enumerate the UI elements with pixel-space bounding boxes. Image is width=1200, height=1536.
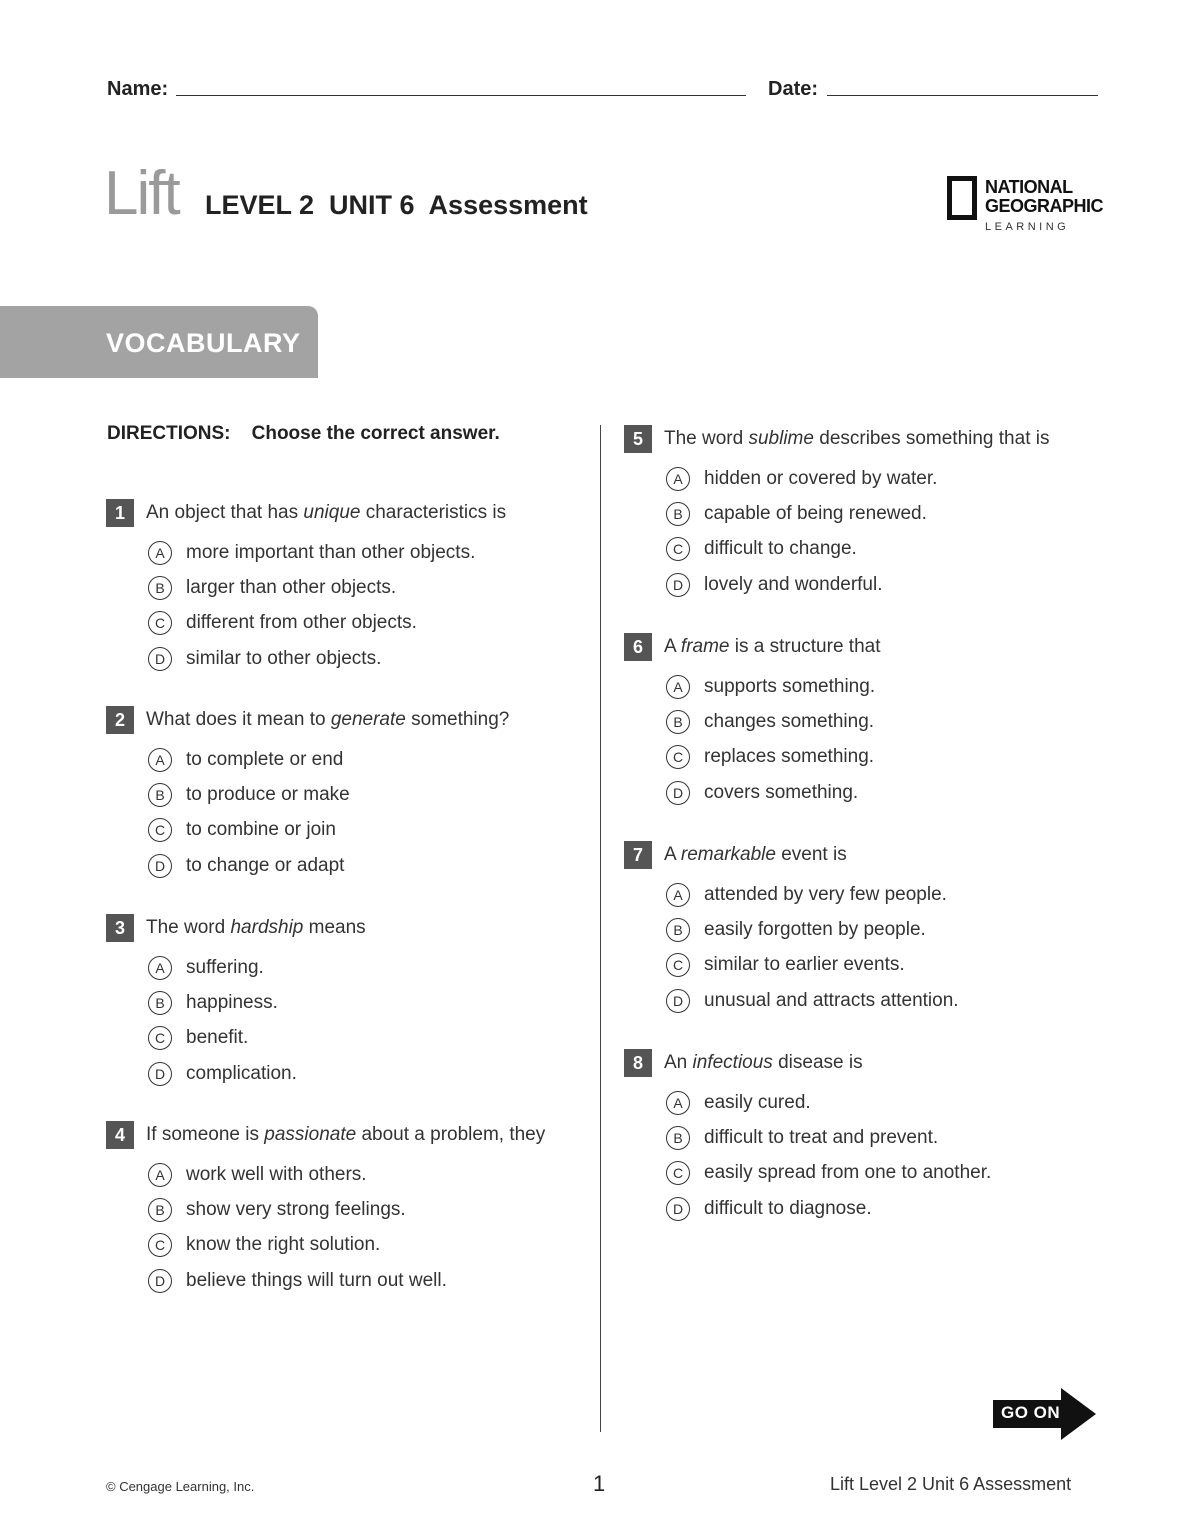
question-text — [146, 1124, 545, 1146]
question-number: 4 — [106, 1121, 134, 1149]
answer-option-b[interactable] — [666, 912, 1094, 947]
answer-option-a[interactable] — [148, 742, 576, 777]
answer-bubble[interactable]: C — [148, 1026, 172, 1050]
answer-text: unusual and attracts attention. — [704, 989, 959, 1011]
column-divider — [600, 425, 601, 1432]
answer-text: difficult to change. — [704, 538, 857, 560]
answer-bubble[interactable]: B — [666, 710, 690, 734]
answer-bubble[interactable]: D — [148, 647, 172, 671]
question-prefix: If someone is — [146, 1124, 265, 1145]
question-stem — [106, 914, 576, 942]
logo-line-3: LEARNING — [985, 221, 1070, 233]
section-title: VOCABULARY — [106, 328, 301, 358]
answer-options — [624, 1085, 1094, 1226]
answer-option-a[interactable] — [666, 1085, 1094, 1120]
answer-bubble[interactable]: B — [148, 1198, 172, 1222]
question-4 — [106, 1121, 576, 1298]
answer-option-a[interactable] — [148, 950, 576, 985]
question-stem — [106, 706, 576, 734]
answer-bubble[interactable]: D — [666, 1197, 690, 1221]
answer-text: supports something. — [704, 675, 876, 697]
answer-option-d[interactable] — [148, 848, 576, 883]
answer-option-d[interactable] — [666, 775, 1094, 810]
vocabulary-term: sublime — [748, 428, 814, 449]
answer-text: covers something. — [704, 781, 859, 803]
question-number: 6 — [624, 633, 652, 661]
answer-bubble[interactable]: C — [666, 953, 690, 977]
question-number: 1 — [106, 499, 134, 527]
answer-bubble[interactable]: D — [666, 781, 690, 805]
question-suffix: disease is — [772, 1052, 863, 1073]
vocabulary-term: remarkable — [680, 844, 776, 865]
answer-text: work well with others. — [186, 1163, 367, 1185]
question-stem — [106, 1121, 576, 1149]
answer-text: easily cured. — [704, 1091, 811, 1113]
answer-bubble[interactable]: C — [666, 537, 690, 561]
answer-options — [624, 877, 1094, 1018]
question-8 — [624, 1049, 1094, 1226]
answer-bubble[interactable]: C — [148, 1233, 172, 1257]
answer-option-c[interactable] — [666, 948, 1094, 983]
answer-bubble[interactable]: B — [148, 991, 172, 1015]
go-on-label: GO ON — [1001, 1403, 1061, 1422]
name-label: Name: — [107, 78, 169, 100]
answer-text: different from other objects. — [186, 612, 417, 634]
question-stem — [624, 633, 1094, 661]
answer-text: similar to other objects. — [186, 647, 382, 669]
answer-text: attended by very few people. — [704, 883, 947, 905]
answer-options — [624, 461, 1094, 602]
answer-option-c[interactable] — [666, 1156, 1094, 1191]
answer-text: lovely and wonderful. — [704, 573, 883, 595]
logo-line-1: NATIONAL — [985, 177, 1073, 197]
question-stem — [624, 841, 1094, 869]
question-number: 2 — [106, 706, 134, 734]
answer-option-b[interactable] — [148, 1192, 576, 1227]
question-number: 7 — [624, 841, 652, 869]
answer-text: more important than other objects. — [186, 541, 476, 563]
vocabulary-term: frame — [680, 636, 730, 657]
question-3 — [106, 914, 576, 1091]
question-stem — [106, 499, 576, 527]
answer-bubble[interactable]: B — [148, 783, 172, 807]
answer-bubble[interactable]: A — [666, 883, 690, 907]
answer-option-d[interactable] — [148, 641, 576, 676]
answer-bubble[interactable]: A — [148, 541, 172, 565]
answer-option-c[interactable] — [148, 813, 576, 848]
date-field[interactable] — [827, 95, 1098, 96]
answer-text: complication. — [186, 1062, 297, 1084]
question-suffix: characteristics is — [360, 502, 507, 523]
answer-text: difficult to treat and prevent. — [704, 1126, 939, 1148]
lift-brand: Lift — [104, 159, 179, 228]
directions-text: Choose the correct answer. — [251, 423, 500, 444]
answer-bubble[interactable]: B — [148, 576, 172, 600]
answer-option-b[interactable] — [666, 704, 1094, 739]
question-text — [664, 636, 881, 658]
vocabulary-term: infectious — [692, 1052, 773, 1073]
answer-bubble[interactable]: D — [666, 989, 690, 1013]
answer-option-b[interactable] — [148, 570, 576, 605]
answer-bubble[interactable]: C — [666, 1161, 690, 1185]
answer-text: replaces something. — [704, 746, 875, 768]
answer-bubble[interactable]: B — [666, 1126, 690, 1150]
page-title: LEVEL 2 UNIT 6 Assessment — [205, 190, 588, 220]
answer-options — [106, 742, 576, 883]
question-text — [146, 917, 366, 939]
question-6 — [624, 633, 1094, 810]
answer-text: easily forgotten by people. — [704, 918, 926, 940]
answer-option-b[interactable] — [666, 496, 1094, 531]
footer-title: Lift Level 2 Unit 6 Assessment — [830, 1474, 1072, 1494]
directions-label: DIRECTIONS: — [107, 423, 231, 444]
answer-bubble[interactable]: A — [148, 1163, 172, 1187]
vocabulary-term: hardship — [230, 917, 304, 938]
answer-bubble[interactable]: A — [666, 1091, 690, 1115]
answer-option-a[interactable] — [666, 669, 1094, 704]
question-text — [664, 428, 1049, 450]
answer-option-d[interactable] — [148, 1263, 576, 1298]
answer-text: difficult to diagnose. — [704, 1197, 872, 1219]
question-2 — [106, 706, 576, 883]
answer-option-b[interactable] — [666, 1120, 1094, 1155]
question-prefix: An — [664, 1052, 693, 1073]
directions — [107, 423, 500, 445]
answer-text: to change or adapt — [186, 854, 345, 876]
question-text — [146, 709, 509, 731]
date-label: Date: — [768, 78, 819, 100]
question-7 — [624, 841, 1094, 1018]
answer-option-a[interactable] — [666, 877, 1094, 912]
go-on-arrow — [993, 1388, 1096, 1440]
answer-bubble[interactable]: D — [666, 573, 690, 597]
question-stem — [624, 1049, 1094, 1077]
answer-option-b[interactable] — [148, 985, 576, 1020]
question-prefix: An object that has — [146, 502, 304, 523]
answer-bubble[interactable]: D — [148, 1062, 172, 1086]
question-stem — [624, 425, 1094, 453]
answer-bubble[interactable]: C — [666, 745, 690, 769]
question-number: 3 — [106, 914, 134, 942]
question-suffix: describes something that is — [813, 428, 1050, 449]
name-field[interactable] — [176, 95, 746, 96]
section-tab — [0, 306, 318, 378]
vocabulary-term: passionate — [264, 1124, 357, 1145]
answer-text: capable of being renewed. — [704, 502, 927, 524]
question-prefix: The word — [664, 428, 749, 449]
answer-bubble[interactable]: A — [666, 675, 690, 699]
answer-text: happiness. — [186, 991, 278, 1013]
question-number: 8 — [624, 1049, 652, 1077]
answer-bubble[interactable]: A — [148, 748, 172, 772]
answer-option-c[interactable] — [148, 606, 576, 641]
answer-text: changes something. — [704, 710, 875, 732]
answer-text: easily spread from one to another. — [704, 1162, 992, 1184]
question-text — [146, 502, 506, 524]
answer-text: know the right solution. — [186, 1234, 381, 1256]
question-prefix: What does it mean to — [146, 709, 331, 730]
vocabulary-term: unique — [303, 502, 361, 523]
answer-bubble[interactable]: A — [666, 467, 690, 491]
answer-text: benefit. — [186, 1027, 249, 1049]
answer-text: larger than other objects. — [186, 576, 397, 598]
answer-option-a[interactable] — [666, 461, 1094, 496]
question-suffix: something? — [405, 709, 510, 730]
vocabulary-term: generate — [330, 709, 406, 730]
national-geographic-logo — [947, 174, 1107, 236]
page-number: 1 — [593, 1471, 606, 1496]
answer-bubble[interactable]: C — [148, 611, 172, 635]
logo-line-2: GEOGRAPHIC — [985, 196, 1104, 216]
answer-text: believe things will turn out well. — [186, 1269, 447, 1291]
answer-options — [106, 1157, 576, 1298]
answer-option-c[interactable] — [666, 532, 1094, 567]
answer-options — [624, 669, 1094, 810]
answer-option-a[interactable] — [148, 535, 576, 570]
copyright: © Cengage Learning, Inc. — [106, 1479, 255, 1494]
answer-text: to produce or make — [186, 783, 350, 805]
answer-option-d[interactable] — [666, 983, 1094, 1018]
answer-option-d[interactable] — [148, 1056, 576, 1091]
question-suffix: about a problem, they — [356, 1124, 546, 1145]
question-suffix: event is — [775, 844, 847, 865]
answer-bubble[interactable]: B — [666, 502, 690, 526]
answer-bubble[interactable]: C — [148, 818, 172, 842]
answer-option-c[interactable] — [148, 1021, 576, 1056]
answer-text: show very strong feelings. — [186, 1198, 406, 1220]
answer-bubble[interactable]: B — [666, 918, 690, 942]
question-prefix: The word — [146, 917, 231, 938]
answer-text: suffering. — [186, 956, 264, 978]
answer-text: similar to earlier events. — [704, 954, 905, 976]
answer-bubble[interactable]: A — [148, 956, 172, 980]
question-prefix: A — [664, 636, 681, 657]
answer-option-b[interactable] — [148, 777, 576, 812]
yellow-border-icon — [947, 176, 977, 220]
answer-text: to combine or join — [186, 819, 336, 841]
answer-options — [106, 535, 576, 676]
question-suffix: means — [303, 917, 366, 938]
answer-option-c[interactable] — [148, 1228, 576, 1263]
answer-bubble[interactable]: D — [148, 1269, 172, 1293]
answer-text: to complete or end — [186, 748, 344, 770]
answer-option-c[interactable] — [666, 740, 1094, 775]
question-5 — [624, 425, 1094, 602]
question-text — [664, 1052, 863, 1074]
answer-option-d[interactable] — [666, 567, 1094, 602]
answer-option-d[interactable] — [666, 1191, 1094, 1226]
question-number: 5 — [624, 425, 652, 453]
question-prefix: A — [664, 844, 681, 865]
answer-options — [106, 950, 576, 1091]
question-suffix: is a structure that — [729, 636, 881, 657]
question-1 — [106, 499, 576, 676]
question-text — [664, 844, 847, 866]
answer-text: hidden or covered by water. — [704, 467, 938, 489]
answer-bubble[interactable]: D — [148, 854, 172, 878]
answer-option-a[interactable] — [148, 1157, 576, 1192]
